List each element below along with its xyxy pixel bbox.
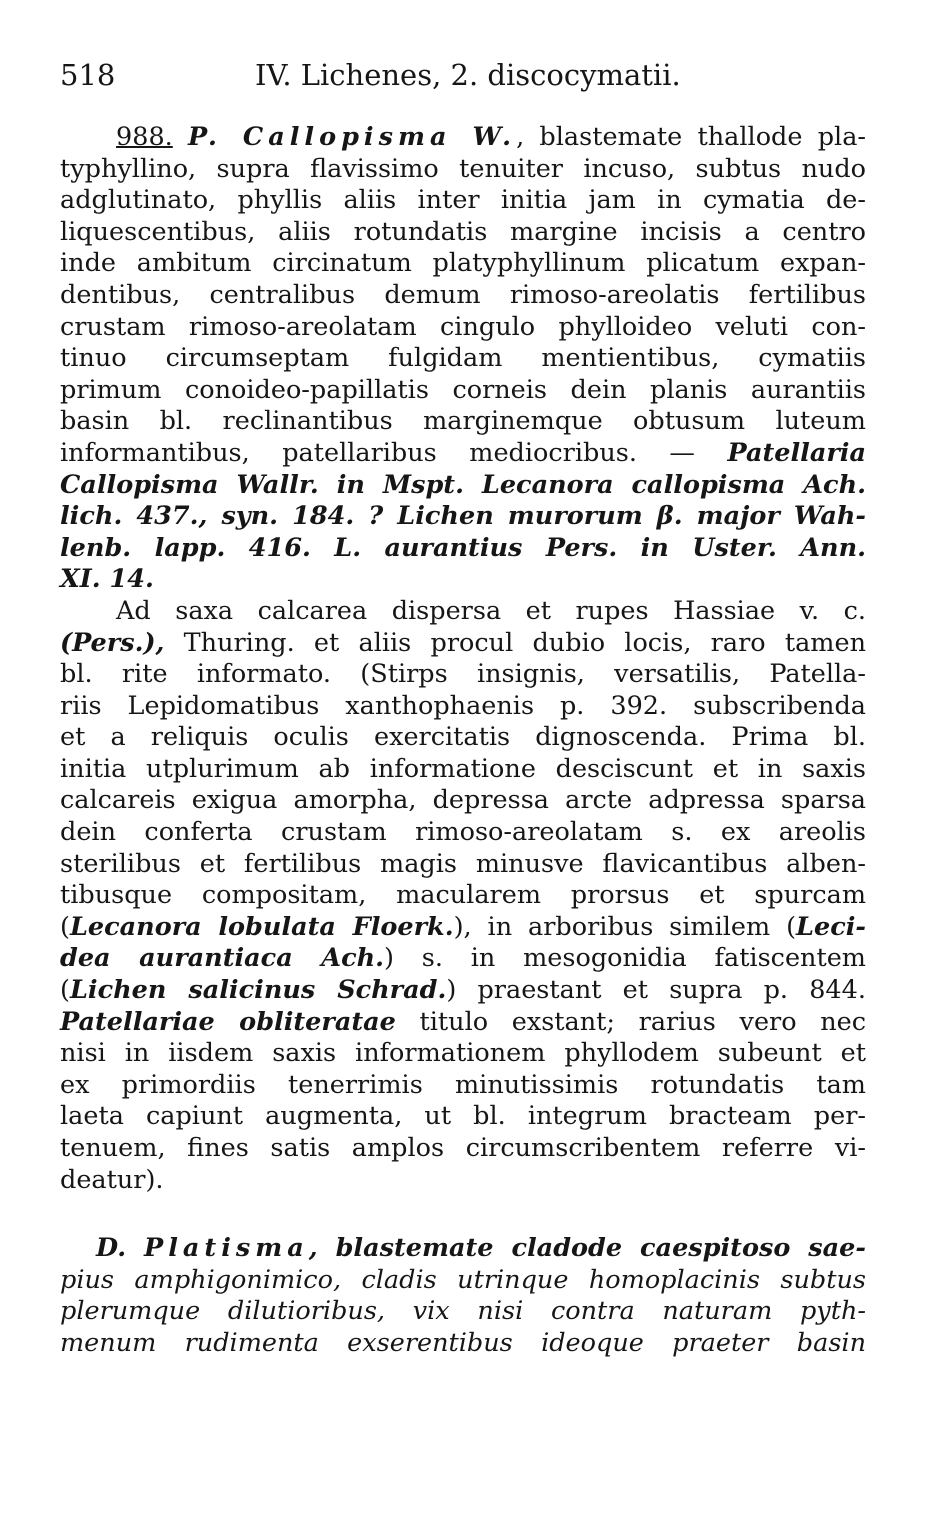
text-line: informantibus, patellaribus mediocribus. — Patellaria xyxy=(60,437,867,468)
entry-first-line: D. Platisma, blastemate cladode caespitoso sae- xyxy=(96,1233,866,1263)
text-line: tenuem, fines satis amplos circumscribentem referre vi- xyxy=(60,1133,866,1163)
text-line: initia utplurimum ab informatione desciscunt et in saxis xyxy=(60,753,866,784)
text-line: laeta capiunt augmenta, ut bl. integrum bracteam per- xyxy=(60,1101,866,1132)
genus-name: Platisma xyxy=(144,1233,309,1263)
text-line: ex primordiis tenerrimis minutissimis rotundatis tam xyxy=(60,1069,866,1100)
text-line: (Pers.), Thuring. et aliis procul dubio locis, raro tamen xyxy=(60,627,867,658)
habitat-line: Ad saxa calcarea dispersa et rupes Hassiae v. c. xyxy=(116,595,866,626)
synonym-line: Callopisma Wallr. in Mspt. Lecanora callopisma Ach. xyxy=(60,469,866,500)
synonym-line: lich. 437., syn. 184. ? Lichen murorum β. major Wah- xyxy=(60,501,866,532)
text-line: crustam rimoso-areolatam cingulo phylloideo veluti con- xyxy=(60,311,866,342)
running-title: IV. Lichenes, 2. discocymatii. xyxy=(255,58,681,92)
species-name: P. Callopisma W. xyxy=(188,122,517,152)
text-line: tibusque compositam, macularem prorsus et spurcam xyxy=(60,880,866,911)
synonym-line: lenb. lapp. 416. L. aurantius Pers. in Uster. Ann. xyxy=(60,532,866,563)
text-line: riis Lepidomatibus xanthophaenis p. 392. subscribenda xyxy=(60,690,866,721)
section-letter: D. xyxy=(96,1233,127,1263)
text-line: Patellariae obliteratae titulo exstant; rarius vero nec xyxy=(60,1006,867,1037)
entry-platisma xyxy=(60,1233,866,1359)
text-line: sterilibus et fertilibus magis minusve flavicantibus alben- xyxy=(60,848,866,879)
entry-number: 988. xyxy=(116,122,173,152)
text-line: basin bl. reclinantibus marginemque obtusum luteum xyxy=(60,406,866,437)
text-line: bl. rite informato. (Stirps insignis, versatilis, Patella- xyxy=(60,659,866,690)
text-line: typhyllino, supra flavissimo tenuiter incuso, subtus nudo xyxy=(60,153,866,184)
entry-first-line: 988. P. Callopisma W., blastemate thallode pla- xyxy=(116,122,867,152)
text-line: plerumque dilutioribus, vix nisi contra naturam pyth- xyxy=(60,1296,866,1327)
text-line: tinuo circumseptam fulgidam mentientibus, cymatiis xyxy=(60,343,866,374)
text-line: dea aurantiaca Ach.) s. in mesogonidia fatiscentem xyxy=(60,943,866,974)
text-line: menum rudimenta exserentibus ideoque praeter basin xyxy=(60,1327,866,1358)
text-line: (Lichen salicinus Schrad.) praestant et supra p. 844. xyxy=(60,975,866,1006)
text-line: et a reliquis oculis exercitatis dignoscenda. Prima bl. xyxy=(60,722,866,753)
text-line: nisi in iisdem saxis informationem phyllodem subeunt et xyxy=(60,1038,866,1069)
text-line: calcareis exigua amorpha, depressa arcte adpressa sparsa xyxy=(60,785,866,816)
text-line: dentibus, centralibus demum rimoso-areolatis fertilibus xyxy=(60,279,866,310)
text-line: primum conoideo-papillatis corneis dein planis aurantiis xyxy=(60,374,866,405)
text-line: adglutinato, phyllis aliis inter initia jam in cymatia de- xyxy=(60,185,866,216)
text-line: dein conferta crustam rimoso-areolatam s. ex areolis xyxy=(60,817,866,848)
text-line: (Lecanora lobulata Floerk.), in arboribus similem (Leci- xyxy=(60,911,866,942)
text-line: inde ambitum circinatum platyphyllinum plicatum expan- xyxy=(60,248,866,279)
entry-988 xyxy=(60,122,866,1196)
text-line: pius amphigonimico, cladis utrinque homoplacinis subtus xyxy=(60,1264,866,1295)
page-number: 518 xyxy=(60,58,116,92)
text-line: liquescentibus, aliis rotundatis margine incisis a centro xyxy=(60,216,866,247)
text-line: deatur). xyxy=(60,1164,164,1195)
synonym-line: XI. 14. xyxy=(60,564,154,595)
